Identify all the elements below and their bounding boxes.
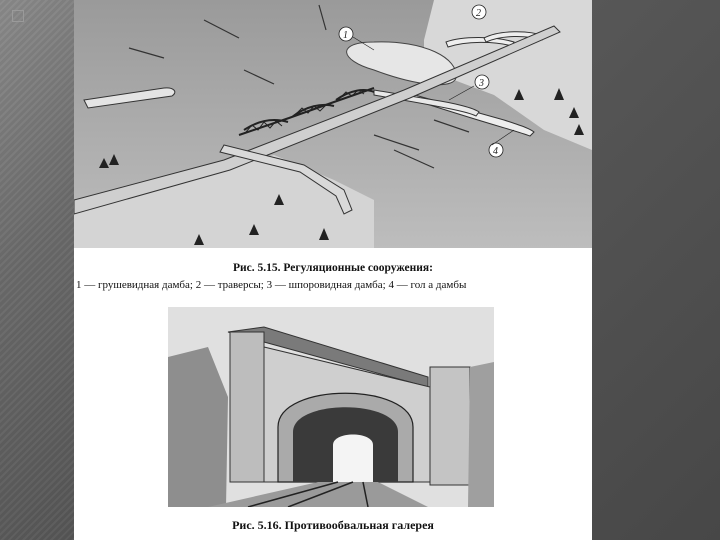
figure-2-title: Рис. 5.16. Противообвальная галерея [232,518,434,532]
marker-1: 1 [343,30,348,41]
slide-background-right [592,0,720,540]
figure-1-title: Рис. 5.15. Регуляционные сооружения: [233,262,433,274]
tunnel-light [333,435,373,483]
marker-4: 4 [493,146,498,157]
regulation-structures-illustration [74,0,592,248]
document-page [74,0,592,540]
avalanche-gallery-illustration [168,307,494,507]
left-pillar [230,332,264,482]
right-slope [468,362,494,507]
marker-2: 2 [476,8,481,19]
slide-background-left [0,0,74,540]
marker-3: 3 [479,78,484,89]
slide-corner-mark [12,10,24,22]
right-pillar [430,367,470,485]
figure-1-legend: 1 — грушевидная дамба; 2 — траверсы; 3 — шпоровидная дамба; 4 — гол а дамбы [76,279,467,291]
